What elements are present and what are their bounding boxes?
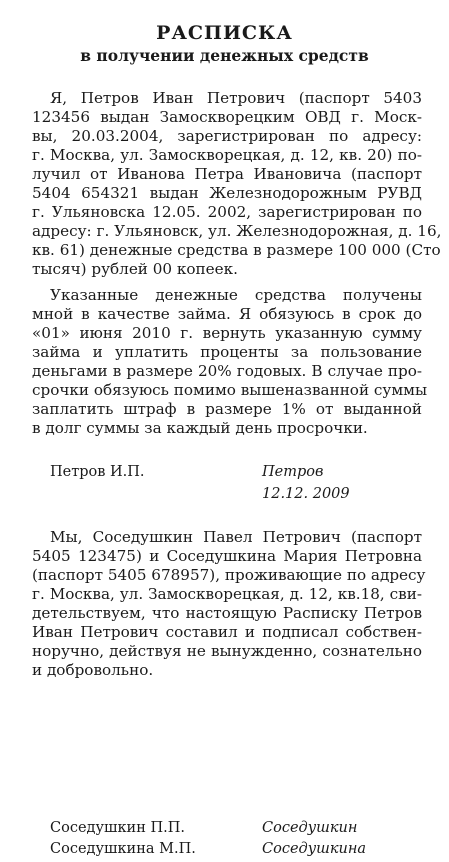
- witness-printed-name: Соседушкин П.П.: [50, 820, 185, 836]
- borrower-handwritten-signature: Петров: [262, 464, 324, 480]
- text-line: заплатить штраф в размере 1% от выданной: [32, 400, 422, 418]
- witness-handwritten-signature: Соседушкина: [262, 841, 367, 857]
- text-line: детельствуем, что настоящую Расписку Петров: [32, 604, 422, 622]
- text-line: тысяч) рублей 00 копеек.: [32, 260, 238, 278]
- text-line: адресу: г. Ульяновск, ул. Железнодорожная, д. 16,: [32, 222, 442, 240]
- text-line: мной в качестве займа. Я обязуюсь в срок до: [32, 305, 422, 323]
- text-line: лучил от Иванова Петра Ивановича (паспорт: [32, 165, 422, 183]
- text-line: 5404 654321 выдан Железнодорожным РУВД: [32, 184, 422, 202]
- text-line: кв. 61) денежные средства в размере 100 000 (Сто: [32, 241, 441, 259]
- text-line: «01» июня 2010 г. вернуть указанную сумму: [32, 324, 422, 342]
- text-line: срочки обязуюсь помимо вышеназванной суммы: [32, 381, 428, 399]
- text-line: Указанные денежные средства получены: [50, 286, 422, 304]
- text-line: деньгами в размере 20% годовых. В случае про-: [32, 362, 422, 380]
- text-line: займа и уплатить проценты за пользование: [32, 343, 422, 361]
- witness-printed-name: Соседушкина М.П.: [50, 841, 196, 857]
- text-line: г. Ульяновска 12.05. 2002, зарегистрирован по: [32, 203, 422, 221]
- text-line: г. Москва, ул. Замоскворецкая, д. 12, кв. 20) по-: [32, 146, 422, 164]
- text-line: Я, Петров Иван Петрович (паспорт 5403: [50, 89, 422, 107]
- text-line: (паспорт 5405 678957), проживающие по адресу: [32, 566, 426, 584]
- witness-handwritten-signature: Соседушкин: [262, 820, 358, 836]
- document-subtitle: в получении денежных средств: [80, 46, 369, 65]
- text-line: г. Москва, ул. Замоскворецкая, д. 12, кв.18, сви-: [32, 585, 422, 603]
- text-line: Иван Петрович составил и подписал собствен-: [32, 623, 422, 641]
- document-title: РАСПИСКА: [156, 22, 293, 44]
- text-line: 5405 123475) и Соседушкина Мария Петровна: [32, 547, 422, 565]
- text-line: вы, 20.03.2004, зарегистрирован по адресу:: [32, 127, 422, 145]
- text-line: в долг суммы за каждый день просрочки.: [32, 419, 368, 437]
- text-line: норучно, действуя не вынужденно, сознательно: [32, 642, 422, 660]
- text-line: и добровольно.: [32, 661, 154, 679]
- text-line: Мы, Соседушкин Павел Петрович (паспорт: [50, 528, 422, 546]
- borrower-printed-name: Петров И.П.: [50, 464, 145, 480]
- text-line: 123456 выдан Замоскворецким ОВД г. Моск-: [32, 108, 422, 126]
- signature-date: 12.12. 2009: [262, 486, 350, 502]
